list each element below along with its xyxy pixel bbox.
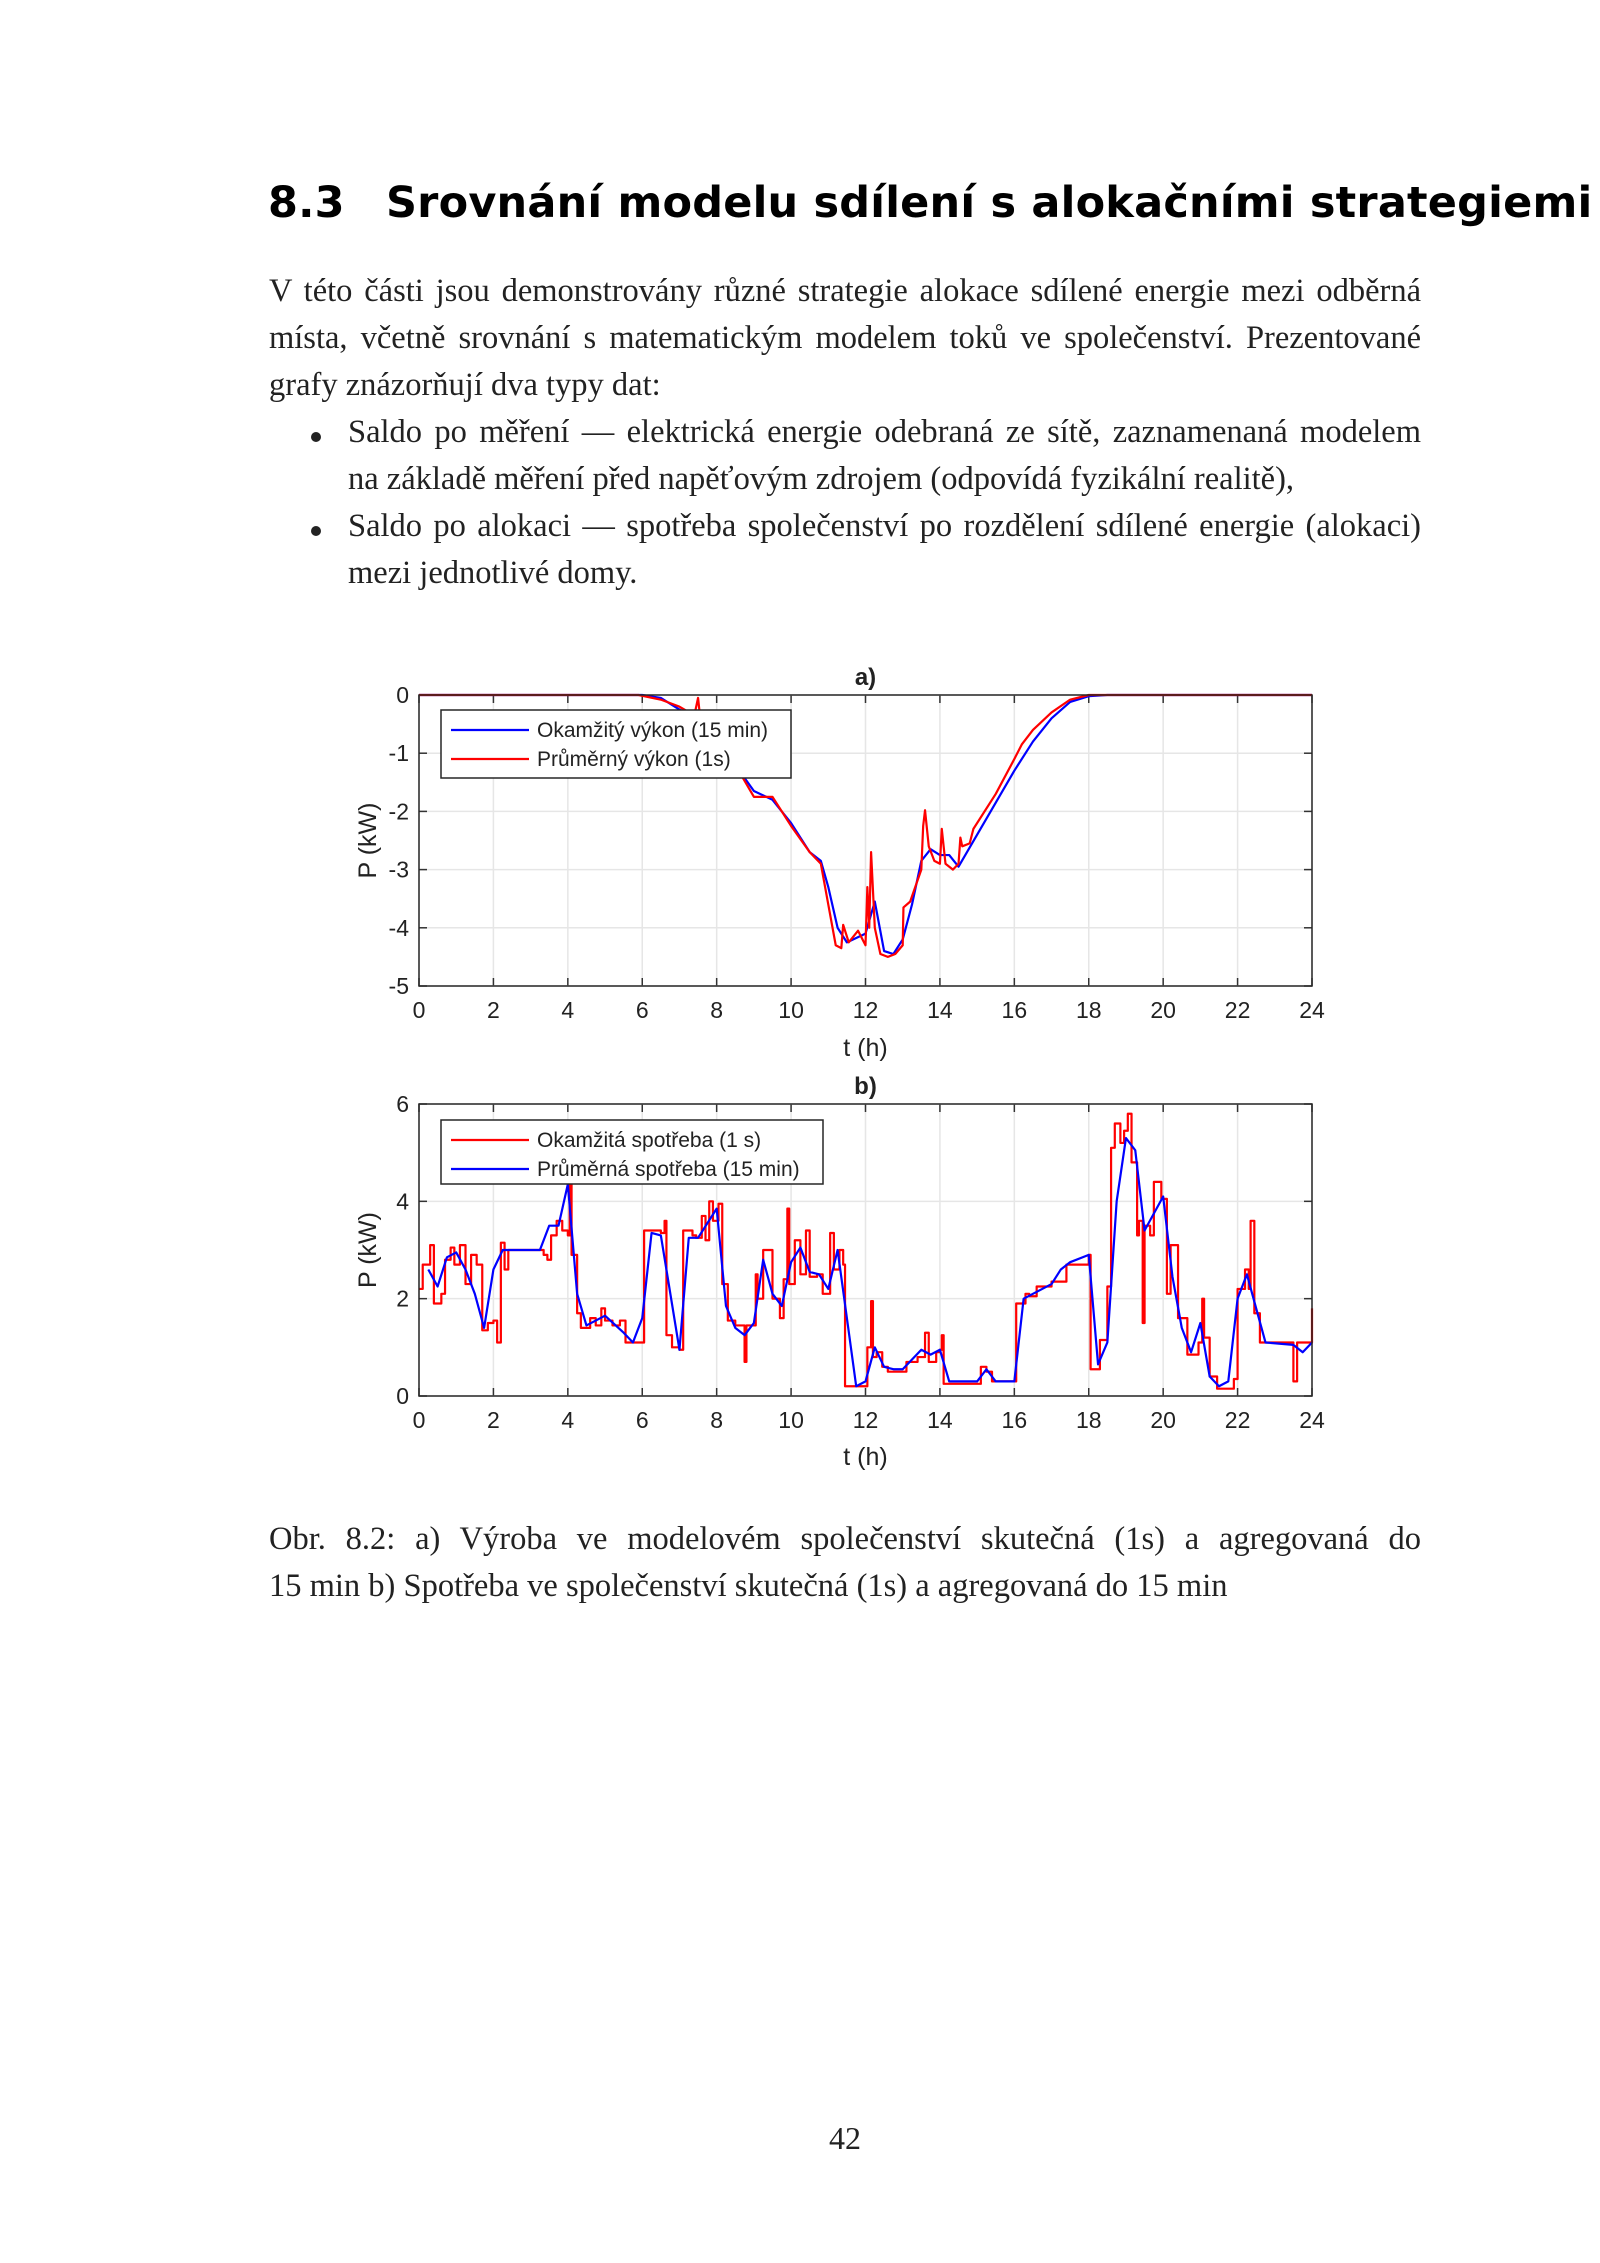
x-tick-label: 4 (561, 1407, 575, 1433)
x-tick-label: 8 (710, 1407, 724, 1433)
y-axis-label: P (kW) (354, 1212, 382, 1288)
bullet-line: Saldo po alokaci — spotřeba společenství po rozdělení sdílené energie (alokaci) (348, 508, 1421, 544)
x-tick-label: 14 (927, 997, 953, 1023)
x-tick-label: 0 (412, 997, 426, 1023)
section-number: 8.3 (268, 178, 345, 228)
y-tick-label: 2 (396, 1285, 409, 1312)
x-tick-label: 12 (852, 1407, 879, 1433)
x-tick-label: 18 (1075, 997, 1102, 1023)
intro-line: V této části jsou demonstrovány různé strategie alokace sdílené energie mezi odběrná (269, 273, 1421, 309)
y-tick-label: 6 (396, 1091, 409, 1117)
x-tick-label: 2 (487, 1407, 500, 1433)
x-tick-label: 8 (710, 997, 724, 1023)
x-tick-label: 6 (635, 1407, 649, 1433)
x-tick-label: 10 (778, 997, 804, 1023)
x-tick-label: 20 (1150, 997, 1176, 1023)
chart-title: a) (854, 664, 877, 691)
legend-label: Průměrná spotřeba (15 min) (537, 1158, 800, 1181)
y-tick-label: -5 (388, 973, 409, 999)
legend (441, 1120, 823, 1184)
page-number: 42 (829, 2120, 861, 2156)
caption-line: Obr. 8.2: a) Výroba ve modelovém společenství skutečná (1s) a agregovaná do (269, 1521, 1421, 1557)
x-tick-label: 6 (635, 997, 649, 1023)
x-tick-label: 16 (1001, 1407, 1028, 1433)
x-tick-label: 0 (412, 1407, 426, 1433)
section-title: Srovnání modelu sdílení s alokačními strategiemi (386, 178, 1593, 228)
legend-label: Okamžitý výkon (15 min) (537, 719, 769, 742)
legend (441, 710, 791, 778)
x-axis-label: t (h) (843, 1443, 888, 1471)
x-tick-label: 24 (1299, 997, 1325, 1023)
y-tick-label: 4 (396, 1188, 409, 1215)
x-tick-label: 12 (852, 997, 879, 1023)
caption-line: 15 min b) Spotřeba ve společenství skutečná (1s) a agregovaná do 15 min (269, 1568, 1228, 1604)
x-tick-label: 20 (1150, 1407, 1176, 1433)
y-tick-label: 0 (396, 1383, 409, 1409)
legend-label: Průměrný výkon (1s) (537, 748, 731, 771)
chart-b (354, 1073, 1325, 1471)
bullet-line: Saldo po měření — elektrická energie odebraná ze sítě, zaznamenaná modelem (348, 414, 1421, 450)
x-tick-label: 4 (561, 997, 575, 1023)
x-tick-label: 10 (778, 1407, 804, 1433)
x-tick-label: 2 (487, 997, 500, 1023)
x-tick-label: 22 (1224, 1407, 1251, 1433)
bullet-line: na základě měření před napěťovým zdrojem (odpovídá fyzikální realitě), (348, 461, 1295, 497)
bullet-line: mezi jednotlivé domy. (348, 555, 638, 591)
x-tick-label: 18 (1075, 1407, 1102, 1433)
y-tick-label: -2 (388, 798, 409, 825)
y-tick-label: -3 (388, 856, 409, 883)
chart-title: b) (854, 1073, 877, 1100)
x-tick-label: 16 (1001, 997, 1028, 1023)
x-axis-label: t (h) (843, 1034, 888, 1062)
y-axis-label: P (kW) (354, 802, 382, 879)
intro-line: místa, včetně srovnání s matematickým modelem toků ve společenství. Prezentované (269, 320, 1421, 356)
legend-label: Okamžitá spotřeba (1 s) (537, 1129, 762, 1152)
intro-line: grafy znázorňují dva typy dat: (269, 367, 661, 403)
x-tick-label: 14 (927, 1407, 953, 1433)
y-tick-label: 0 (396, 682, 409, 708)
y-tick-label: -4 (388, 914, 409, 941)
x-tick-label: 24 (1299, 1407, 1325, 1433)
y-tick-label: -1 (388, 740, 409, 767)
x-tick-label: 22 (1224, 997, 1251, 1023)
chart-a (354, 664, 1325, 1062)
